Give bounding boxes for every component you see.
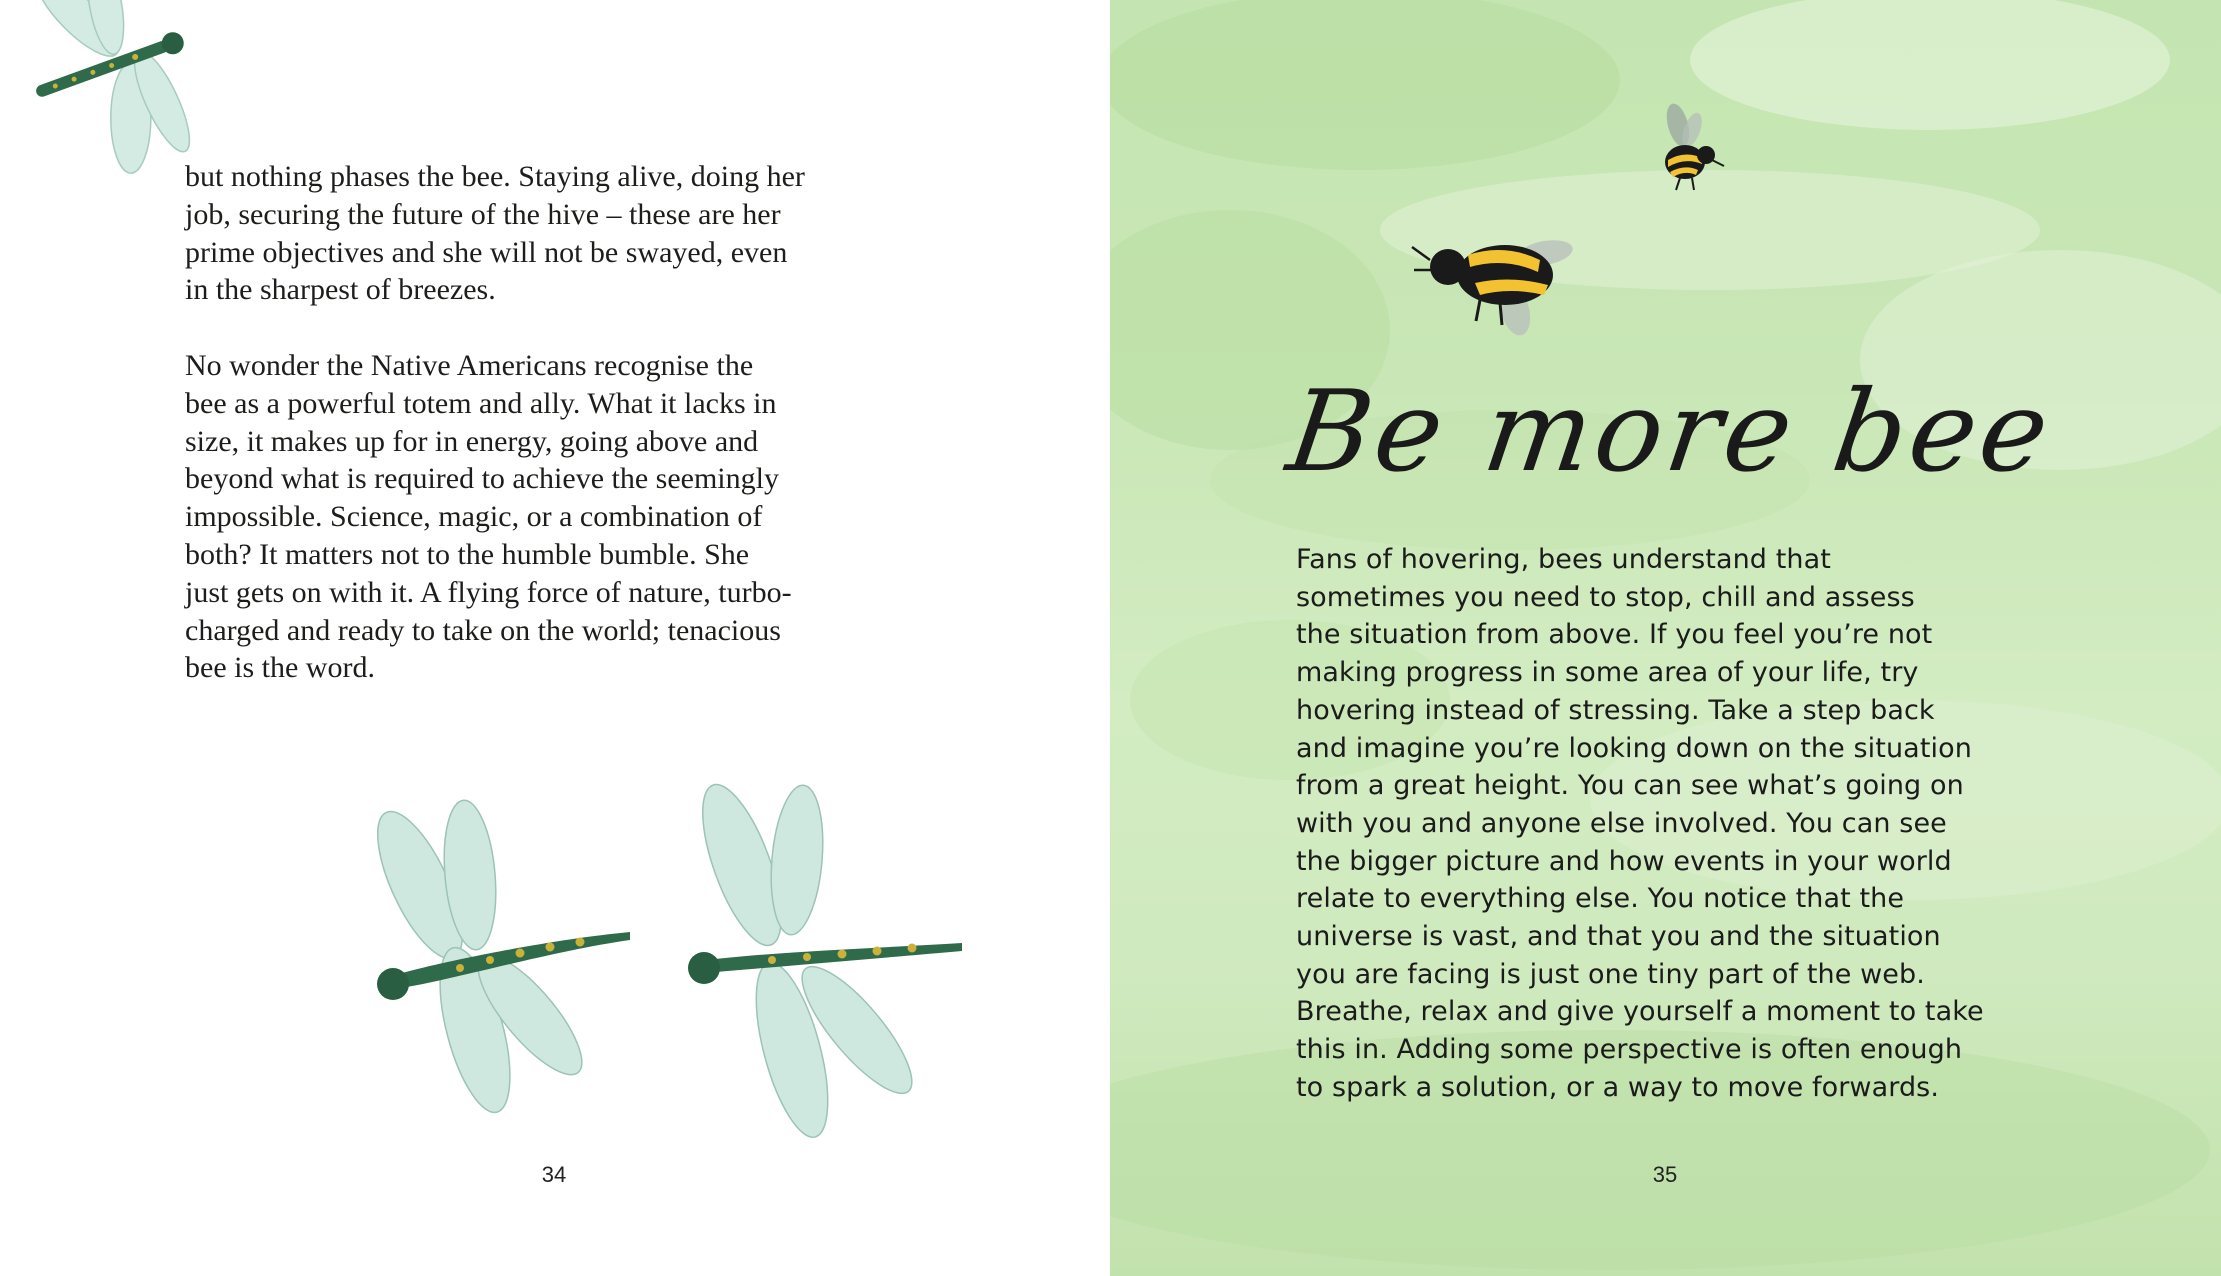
page-title	[1280, 300, 2061, 530]
dragonfly-icon	[20, 0, 200, 190]
body-paragraph: Fans of hovering, bees understand that sometimes you need to stop, chill and assess the situation from above. If you feel you’re not making progress in some area of your life, try hovering instead of stressing. Take a step back and imagine you’re looking down on the situation from a great height. You can see what’s going on with you and anyone else involved. You can see the bigger picture and how events in your world relate to everything else. You notice that the universe is vast, and that you and the situation you are facing is just one tiny part of the web. Breathe, relax and give yourself a moment to take this in. Adding some perspective is often enough to spark a solution, or a way to move forwards.	[1296, 544, 1984, 1103]
body-paragraph: but nothing phases the bee. Staying alive, doing her job, securing the future of the hive – these are her prime objectives and she will not be swayed, even in the sharpest of breezes.	[185, 160, 805, 307]
page-title-text: Be more bee	[1280, 366, 2061, 497]
body-paragraph: No wonder the Native Americans recognise the bee as a powerful totem and ally. What it lacks in size, it makes up for in energy, going above and beyond what is required to achieve the seemingly impossible. Science, magic, or a combination of both? It matters not to the humble bumble. She just gets on with it. A flying force of nature, turbo- charged and ready to take on the world; tenacious bee is the word.	[185, 349, 792, 685]
left-page	[0, 0, 1110, 1276]
right-page	[1110, 0, 2221, 1276]
page-number: 35	[1652, 1162, 1678, 1187]
dragonfly-icon	[365, 790, 640, 1120]
bee-icon	[1640, 100, 1730, 195]
page-title-lettering	[1280, 300, 2061, 530]
dragonfly-icon	[682, 780, 972, 1140]
page-number: 34	[541, 1162, 567, 1187]
